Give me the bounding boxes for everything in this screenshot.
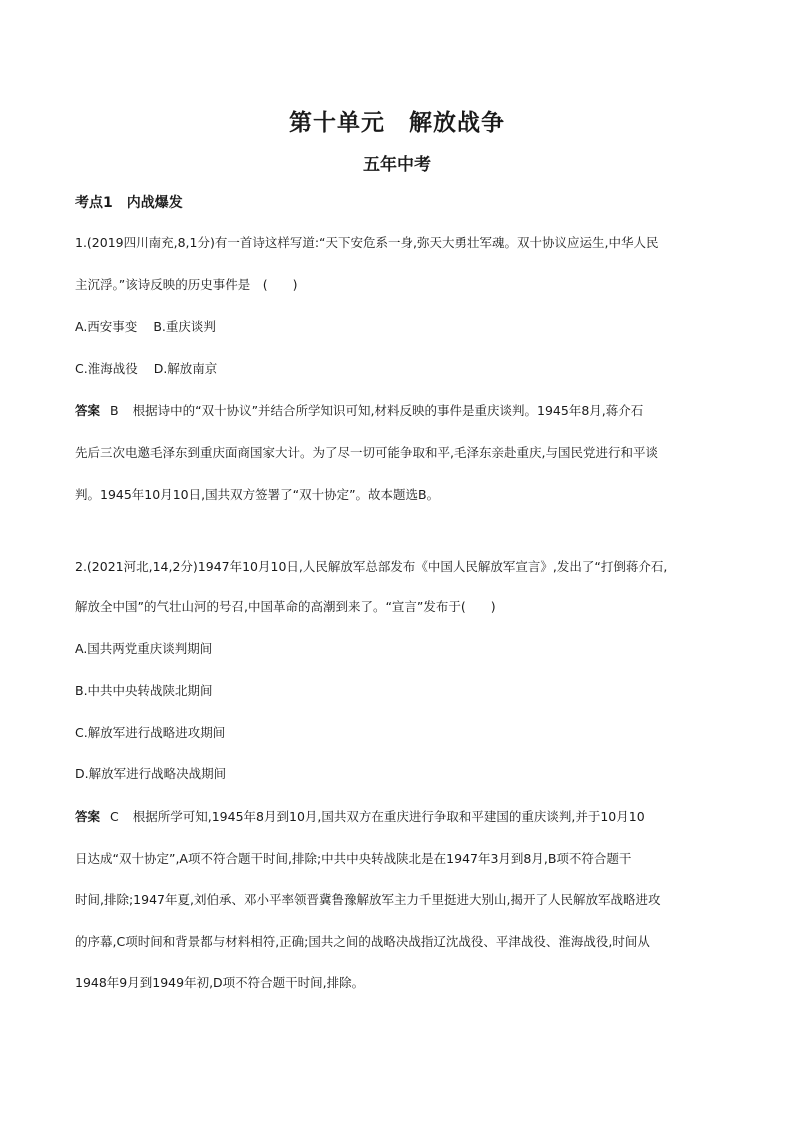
q1-stem-line-1: 1.(2019四川南充,8,1分)有一首诗这样写道:“天下安危系一身,弥天大勇壮军魂。双十协议应运生,中华人民: [75, 235, 659, 250]
q2-answer-line-3: 时间,排除;1947年夏,刘伯承、邓小平率领晋冀鲁豫解放军主力千里挺进大别山,揭开了人民解放军战略进攻: [75, 892, 661, 907]
q1-answer-letter: B: [110, 403, 119, 418]
q1-answer-line-2: 先后三次电邀毛泽东到重庆面商国家大计。为了尽一切可能争取和平,毛泽东亲赴重庆,与国民党进行和平谈: [75, 445, 658, 460]
q1-answer-line-3: 判。1945年10月10日,国共双方签署了“双十协定”。故本题选B。: [75, 487, 440, 502]
q2-answer-text-1: 根据所学可知,1945年8月到10月,国共双方在重庆进行争取和平建国的重庆谈判,并于10月10: [132, 809, 645, 824]
q1-answer-label: 答案: [75, 403, 101, 418]
q1-answer-text-1: 根据诗中的“双十协议”并结合所学知识可知,材料反映的事件是重庆谈判。1945年8月,蒋介石: [132, 403, 644, 418]
q2-answer-letter: C: [110, 809, 119, 824]
q2-option-b: B.中共中央转战陕北期间: [75, 683, 213, 698]
q1-option-d: D.解放南京: [153, 361, 218, 376]
page-title: 第十单元 解放战争: [289, 110, 505, 136]
q1-option-a: A.西安事变: [75, 319, 138, 334]
q1-option-b: B.重庆谈判: [153, 319, 216, 334]
q2-stem-line-2: 解放全中国”的气壮山河的号召,中国革命的高潮到来了。“宣言”发布于( ): [75, 599, 496, 614]
q2-option-c: C.解放军进行战略进攻期间: [75, 725, 226, 740]
q1-option-c: C.淮海战役: [75, 361, 138, 376]
q1-options-row-1: [75, 318, 725, 336]
page-subtitle: 五年中考: [363, 155, 431, 175]
q1-answer-line-1: [75, 402, 725, 420]
q1-stem-line-2: 主沉浮。”该诗反映的历史事件是 ( ): [75, 277, 298, 292]
q1-options-row-2: [75, 360, 725, 378]
q2-option-a: A.国共两党重庆谈判期间: [75, 641, 213, 656]
q2-option-d: D.解放军进行战略决战期间: [75, 766, 227, 781]
q2-answer-line-5: 1948年9月到1949年初,D项不符合题干时间,排除。: [75, 975, 365, 990]
q2-answer-line-1: [75, 808, 725, 826]
q2-answer-line-2: 日达成“双十协定”,A项不符合题干时间,排除;中共中央转战陕北是在1947年3月到8月,B项不符合题干: [75, 851, 632, 866]
q2-answer-label: 答案: [75, 809, 101, 824]
section-heading: 考点1 内战爆发: [75, 195, 183, 211]
q2-answer-line-4: 的序幕,C项时间和背景都与材料相符,正确;国共之间的战略决战指辽沈战役、平津战役、淮海战役,时间从: [75, 934, 650, 949]
q2-stem-line-1: 2.(2021河北,14,2分)1947年10月10日,人民解放军总部发布《中国人民解放军宣言》,发出了“打倒蒋介石,: [75, 559, 668, 574]
